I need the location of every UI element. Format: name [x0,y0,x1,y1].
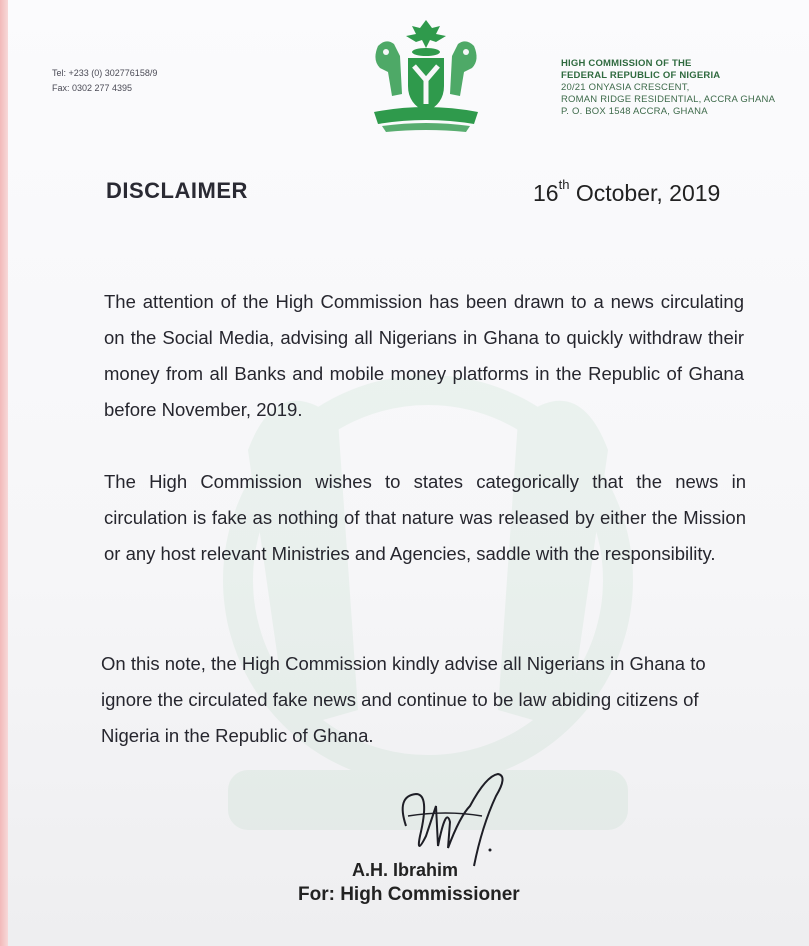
address-line: HIGH COMMISSION OF THE [561,58,692,69]
nigeria-coat-of-arms-icon [356,16,496,136]
letter-page [8,0,809,946]
address-line: FEDERAL REPUBLIC OF NIGERIA [561,70,721,81]
date-suffix: th [558,177,570,192]
paper-edge [0,0,8,946]
address-line: 20/21 ONYASIA CRESCENT, [561,82,690,93]
commission-address [561,58,775,118]
fax-number: Fax: 0302 277 4395 [52,83,133,93]
telephone-number: Tel: +233 (0) 302776158/9 [52,68,158,78]
paragraph-3: On this note, the High Commission kindly advise all Nigerians in Ghana to ignore the circulated fake news and continue to be law abiding citizens of Nigeria in the Republic of Ghana. [101,653,706,746]
date-month-year: October, 2019 [569,180,721,206]
paragraph-1: The attention of the High Commission has been drawn to a news circulating on the Social Media, advising all Nigerians in Ghana to quickly withdraw their money from all Banks and mobile money platforms in the Republic of Ghana before November, 2019. [104,291,744,420]
signer-name: A.H. Ibrahim [352,860,459,880]
date-day: 16 [533,180,559,206]
document-title: DISCLAIMER [106,178,248,203]
address-line: ROMAN RIDGE RESIDENTIAL, ACCRA GHANA [561,94,776,105]
paragraph-2: The High Commission wishes to states categorically that the news in circulation is fake as nothing of that nature was released by either the Mission or any host relevant Ministries and Agencies, saddle with the responsibility. [104,471,746,564]
contact-info [52,66,157,96]
document-date [533,177,721,207]
signer-role: For: High Commissioner [298,884,520,905]
address-line: P. O. BOX 1548 ACCRA, GHANA [561,106,708,117]
